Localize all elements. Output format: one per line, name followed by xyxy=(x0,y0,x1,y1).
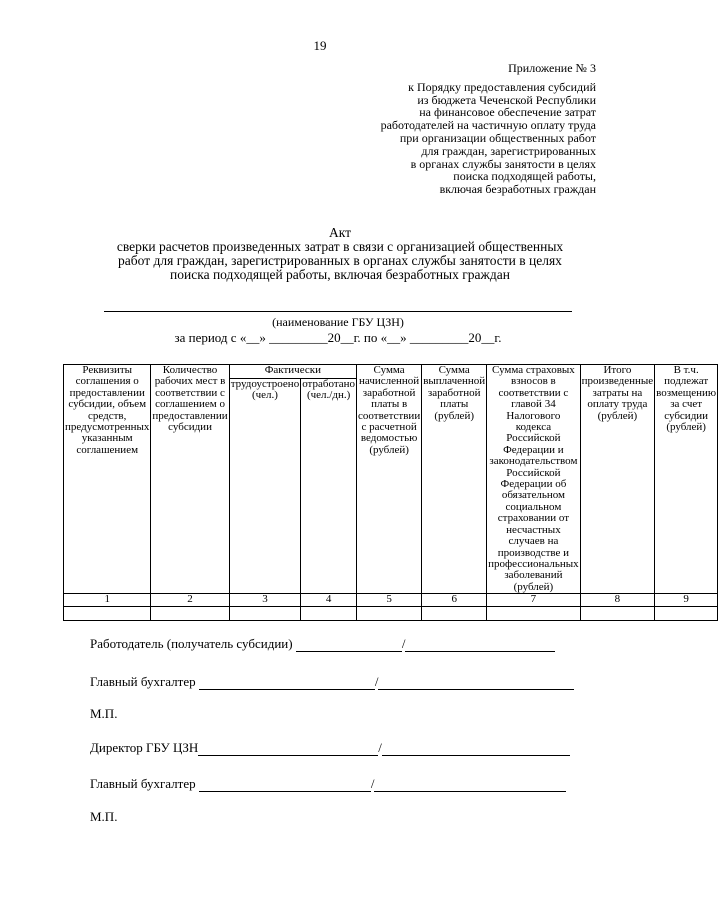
director-label: Директор ГБУ ЦЗН xyxy=(90,740,199,755)
appendix-line: при организации общественных работ xyxy=(399,130,596,145)
org-name-caption: (наименование ГБУ ЦЗН) xyxy=(272,315,404,329)
table-cell xyxy=(487,607,580,621)
reconciliation-table xyxy=(63,364,718,621)
header-jobs-count: Количество рабочих мест в соответствии с соглашением о предоставлении субсидии xyxy=(151,365,229,594)
act-title-line: поиска подходящей работы, включая безработных граждан xyxy=(170,267,510,282)
column-number: 8 xyxy=(580,594,655,607)
table-cell xyxy=(151,607,229,621)
header-total-costs: Итого произведенные затраты на оплату труда (рублей) xyxy=(580,365,655,594)
appendix-line: на финансовое обеспечение затрат xyxy=(419,105,596,120)
stamp-label-2: М.П. xyxy=(90,809,118,824)
header-accrued-salary: Сумма начисленной заработной платы в соответствии с расчетной ведомостью (рублей) xyxy=(357,365,422,594)
stamp-label: М.П. xyxy=(90,706,118,721)
column-number: 2 xyxy=(151,594,229,607)
header-requisites: Реквизиты соглашения о предоставлении субсидии, объем средств, предусмотренных указанным соглашением xyxy=(64,365,151,594)
table-cell xyxy=(422,607,487,621)
table-cell xyxy=(357,607,422,621)
name-blank xyxy=(374,778,566,792)
act-title-word: Акт xyxy=(328,225,352,240)
table-cell xyxy=(301,607,357,621)
appendix-line: работодателей на частичную оплату труда xyxy=(380,118,596,133)
appendix-line: включая безработных граждан xyxy=(439,182,596,197)
accountant-signature-row xyxy=(90,674,574,690)
signature-blank xyxy=(296,638,402,652)
column-number: 9 xyxy=(655,594,718,607)
header-insurance: Сумма страховых взносов в соответствии с главой 34 Налогового кодекса Российской Федерации и законодательством Российской Федерации об обязательном социальном страховании от несчастных случаев на производстве и профессиональных заболеваний (рублей) xyxy=(488,364,579,593)
employer-label: Работодатель (получатель субсидии) xyxy=(90,636,293,651)
table-cell xyxy=(229,607,301,621)
act-title xyxy=(60,226,620,282)
org-name-line xyxy=(104,311,572,312)
director-signature-row xyxy=(90,740,570,756)
header-paid-salary: Сумма выплаченной заработной платы (рублей) xyxy=(422,365,487,594)
page-number: 19 xyxy=(313,38,327,53)
column-number: 7 xyxy=(487,594,580,607)
signature-blank xyxy=(199,676,375,690)
name-blank xyxy=(382,742,570,756)
table-cell xyxy=(655,607,718,621)
appendix-line: в органах службы занятости в целях xyxy=(410,156,596,171)
table-cell xyxy=(580,607,655,621)
appendix-line: к Порядку предоставления субсидий xyxy=(408,79,596,94)
appendix-line: поиска подходящей работы, xyxy=(453,169,596,184)
accountant-label: Главный бухгалтер xyxy=(90,776,196,791)
name-blank xyxy=(378,676,574,690)
act-title-line: сверки расчетов произведенных затрат в связи с организацией общественных xyxy=(116,239,564,254)
header-employed: трудоустроено (чел.) xyxy=(229,378,301,594)
header-reimbursable: В т.ч. подлежат возмещению за счет субсидии (рублей) xyxy=(655,365,718,594)
table-cell xyxy=(64,607,151,621)
slash: / xyxy=(401,636,406,651)
column-number: 6 xyxy=(422,594,487,607)
column-number: 3 xyxy=(229,594,301,607)
accountant-label: Главный бухгалтер xyxy=(90,674,196,689)
column-number: 5 xyxy=(357,594,422,607)
act-title-line: работ для граждан, зарегистрированных в органах службы занятости в целях xyxy=(118,253,562,268)
appendix-title: Приложение № 3 xyxy=(508,61,596,75)
name-blank xyxy=(405,638,555,652)
slash: / xyxy=(374,674,379,689)
appendix-line: для граждан, зарегистрированных xyxy=(421,143,596,158)
period-line: за период с «__» _________20__г. по «__» _________20__г. xyxy=(174,330,502,345)
accountant-signature-row-2 xyxy=(90,776,566,792)
header-worked: отработано (чел./дн.) xyxy=(301,378,357,594)
slash: / xyxy=(378,740,382,755)
signature-blank xyxy=(198,742,378,756)
signature-blank xyxy=(199,778,371,792)
appendix-line: из бюджета Чеченской Республики xyxy=(417,92,596,107)
header-actual-group: Фактически xyxy=(229,365,356,379)
appendix-block xyxy=(266,62,596,196)
column-number: 1 xyxy=(64,594,151,607)
employer-signature-row xyxy=(90,636,555,652)
column-number: 4 xyxy=(301,594,357,607)
slash: / xyxy=(370,776,375,791)
